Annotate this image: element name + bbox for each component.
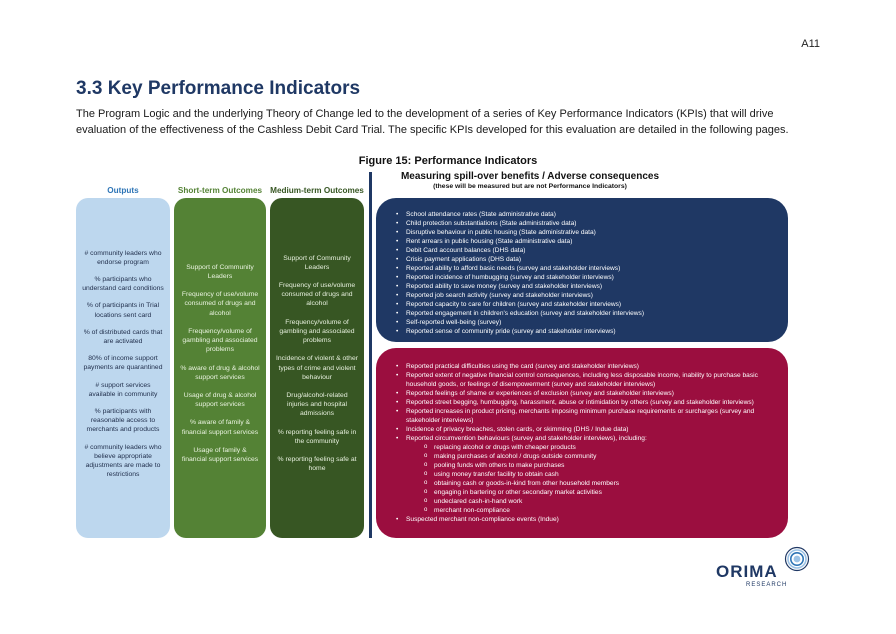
benefit-item: • Self-reported well-being (survey) [396, 318, 776, 327]
benefits-list [386, 210, 776, 336]
kpi-item: Frequency of use/volume consumed of drugs and alcohol [278, 282, 356, 308]
benefit-item: • Disruptive behaviour in public housing (State administrative data) [396, 228, 776, 237]
adverse-item: • Suspected merchant non-compliance events (Indue) [396, 515, 776, 524]
benefit-item: • Reported incidence of humbugging (survey and stakeholder interviews) [396, 273, 776, 282]
benefit-item: • Debit Card account balances (DHS data) [396, 246, 776, 255]
outputs-header: Outputs [107, 186, 139, 195]
adverse-subitem: o replacing alcohol or drugs with cheaper products [396, 443, 776, 452]
kpi-item: % aware of family & financial support services [181, 419, 259, 436]
medium-term-header: Medium-term Outcomes [270, 186, 364, 195]
adverse-subitem: o engaging in bartering or other secondary market activities [396, 488, 776, 497]
benefit-item: • Child protection substantiations (State administrative data) [396, 219, 776, 228]
kpi-item: # support services available in community [88, 381, 158, 398]
benefit-item: • Reported job search activity (survey and stakeholder interviews) [396, 291, 776, 300]
benefit-item: • Reported engagement in children's education (survey and stakeholder interviews) [396, 309, 776, 318]
benefit-item: • Crisis payment applications (DHS data) [396, 255, 776, 264]
kpi-item: # community leaders who endorse program [84, 249, 162, 266]
adverse-item: • Incidence of privacy breaches, stolen cards, or skimming (DHS / Indue data) [396, 425, 776, 434]
kpi-item: % aware of drug & alcohol support services [180, 364, 260, 381]
page-number: A11 [801, 38, 820, 50]
adverse-item: • Reported practical difficulties using the card (survey and stakeholder interviews) [396, 362, 776, 371]
adverse-subitem: o merchant non-compliance [396, 506, 776, 515]
kpi-item: % participants who understand card conditions [82, 275, 164, 293]
kpi-item: % of participants in Trial locations sent card [86, 302, 160, 319]
orima-logo [716, 546, 816, 590]
column-divider [369, 172, 372, 538]
kpi-item: % of distributed cards that are activated [83, 328, 163, 345]
adverse-item: • Reported increases in product pricing, merchants imposing minimum purchase requirements or surcharges (survey and stakeholder interviews) [396, 407, 776, 425]
kpi-item: Support of Community Leaders [283, 254, 351, 271]
kpi-item: Usage of family & financial support services [181, 446, 259, 463]
section-heading: 3.3 Key Performance Indicators [76, 78, 361, 99]
kpi-item: Frequency/volume of gambling and associated problems [182, 327, 258, 354]
adverse-item: • Reported extent of negative financial control consequences, including less disposable income, inability to purchase basic household goods, or feelings of disempowerment (survey and stakeholder interviews) [396, 371, 776, 389]
logo-name: ORIMA [716, 562, 778, 581]
outputs-column [76, 198, 170, 538]
benefit-item: • Reported ability to afford basic needs (survey and stakeholder interviews) [396, 264, 776, 273]
adverse-list [386, 362, 776, 524]
spillover-subtitle: (these will be measured but are not Performance Indicators) [433, 183, 627, 190]
adverse-subitem: o making purchases of alcohol / drugs outside community [396, 452, 776, 461]
medium-term-column [270, 198, 364, 538]
benefit-item: • Reported capacity to care for children (survey and stakeholder interviews) [396, 300, 776, 309]
kpi-item: Support of Community Leaders [186, 263, 254, 281]
benefit-item: • School attendance rates (State administrative data) [396, 210, 776, 219]
adverse-subitem: o obtaining cash or goods-in-kind from other household members [396, 479, 776, 488]
kpi-item: 80% of income support payments are quarantined [83, 355, 163, 372]
kpi-item: Frequency/volume of gambling and associated problems [279, 318, 355, 345]
logo-subtext: RESEARCH [746, 582, 788, 588]
adverse-item: • Reported feelings of shame or experiences of exclusion (survey and stakeholder interviews) [396, 389, 776, 398]
kpi-item: Drug/alcohol-related injuries and hospital admissions [286, 391, 348, 418]
spillover-title: Measuring spill-over benefits / Adverse consequences [400, 171, 660, 182]
adverse-subitem: o undeclared cash-in-hand work [396, 497, 776, 506]
short-term-header: Short-term Outcomes [177, 186, 263, 195]
adverse-item: • Reported street begging, humbugging, harassment, abuse or intimidation by others (survey and stakeholder interviews) [396, 398, 776, 407]
kpi-item: % participants with reasonable access to merchants and products [86, 408, 160, 434]
figure-title: Figure 15: Performance Indicators [358, 155, 538, 167]
benefit-item: • Reported ability to save money (survey and stakeholder interviews) [396, 282, 776, 291]
logo-ring-icon [784, 546, 810, 572]
intro-paragraph: The Program Logic and the underlying Theory of Change led to the development of a series of Key Performance Indicators (KPIs) that will drive evaluation of the effectiveness of the Cashless Debit Card Trial. The specific KPIs developed for this evaluation are detailed in the following pages. [76, 108, 789, 136]
adverse-subitem: o pooling funds with others to make purchases [396, 461, 776, 470]
adverse-item: • Reported circumvention behaviours (survey and stakeholder interviews), including: [396, 434, 776, 443]
kpi-item: Incidence of violent & other types of crime and violent behaviour [276, 355, 358, 381]
kpi-item: # community leaders who believe appropriate adjustments are made to restrictions [84, 443, 162, 479]
kpi-item: Usage of drug & alcohol support services [183, 391, 257, 409]
benefit-item: • Rent arrears in public housing (State administrative data) [396, 237, 776, 246]
adverse-subitem: o using money transfer facility to obtain cash [396, 470, 776, 479]
benefit-item: • Reported sense of community pride (survey and stakeholder interviews) [396, 327, 776, 336]
kpi-item: % reporting feeling safe at home [277, 455, 357, 473]
kpi-item: Frequency of use/volume consumed of drugs and alcohol [181, 291, 259, 317]
adverse-panel [376, 348, 788, 538]
kpi-item: % reporting feeling safe in the community [277, 428, 357, 445]
benefits-panel [376, 198, 788, 342]
short-term-column [174, 198, 266, 538]
